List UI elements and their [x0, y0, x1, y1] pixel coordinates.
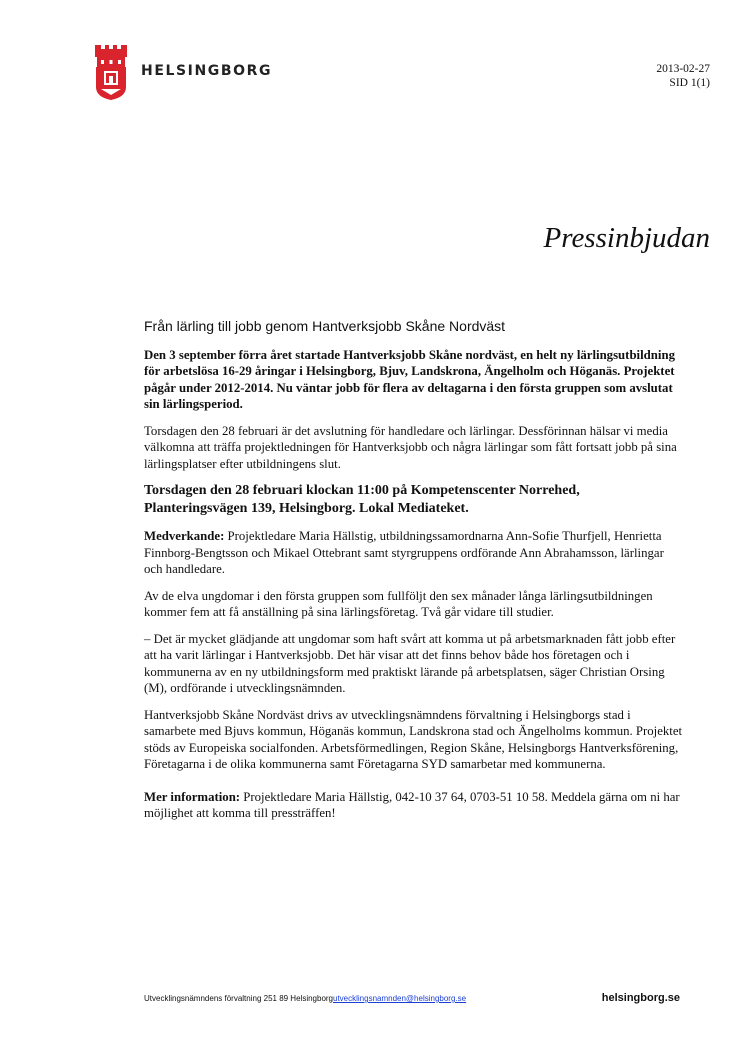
- document-title: Pressinbjudan: [543, 222, 710, 254]
- document-date: 2013-02-27: [656, 63, 710, 75]
- page-number: SID 1(1): [669, 77, 710, 89]
- helsingborg-crest-logo: [93, 43, 129, 101]
- more-info-text: Projektledare Maria Hällstig, 042-10 37 64, 0703-51 10 58. Meddela gärna om ni har möjlighet att komma till pressträffen!: [144, 789, 680, 820]
- event-details: Torsdagen den 28 februari klockan 11:00 på Kompetenscenter Norrehed, Planteringsvägen 139, Helsingborg. Lokal Mediateket.: [144, 483, 580, 516]
- participants-paragraph: [144, 528, 684, 578]
- footer-email-link[interactable]: utvecklingsnamnden@helsingborg.se: [333, 994, 467, 1003]
- footer-website[interactable]: helsingborg.se: [601, 992, 680, 1004]
- paragraph-results: Av de elva ungdomar i den första gruppen som fullföljt den sex månader långa lärlingsutbildningen kommer fem att få anställning på sina lärlingsföretag. Två går vidare till studier.: [144, 588, 653, 619]
- lead-paragraph: Den 3 september förra året startade Hantverksjobb Skåne nordväst, en helt ny lärlingsutbildning för arbetslösa 16-29 åringar i Helsingborg, Bjuv, Landskrona, Ängelholm och Höganäs. Projektet pågår under 2012-2014. Nu väntar jobb för flera av deltagarna i den första gruppen som avslutat sin lärlingsperiod.: [144, 347, 675, 411]
- more-info-label: Mer information:: [144, 789, 241, 804]
- document-meta: [656, 62, 710, 90]
- more-info-paragraph: [144, 789, 684, 822]
- headline: Från lärling till jobb genom Hantverksjobb Skåne Nordväst: [144, 318, 506, 334]
- footer-address: Utvecklingsnämndens förvaltning 251 89 Helsingborg: [144, 994, 333, 1003]
- participants-text: Projektledare Maria Hällstig, utbildningssamordnarna Ann-Sofie Thurfjell, Henrietta Finnborg-Bengtsson och Mikael Ottebrant samt styrgruppens ordförande Ann Abrahamsson, lärlingar och handledare.: [144, 529, 664, 576]
- participants-label: Medverkande:: [144, 529, 225, 543]
- paragraph-project: Hantverksjobb Skåne Nordväst drivs av utvecklingsnämndens förvaltning i Helsingborgs stad i samarbete med Bjuvs kommun, Höganäs kommun, Landskrona stad och Ängelholms kommun. Projektet stöds av Europeiska socialfonden. Arbetsförmedlingen, Region Skåne, Helsingborgs Hantverksförening, Företagarna i de olika kommunerna samt Företagarna SYD samarbetar med kommunerna.: [144, 707, 683, 771]
- paragraph-intro: Torsdagen den 28 februari är det avslutning för handledare och lärlingar. Dessförinnan hälsar vi media välkomna att träffa projektledningen för Hantverksjobb och några lärlingar som fått fortsatt jobb på sina lärlingsplatser efter utbildningens slut.: [144, 423, 677, 471]
- press-release-body: [144, 318, 684, 832]
- brand-wordmark: HELSINGBORG: [141, 63, 273, 79]
- footer-address-line: [144, 994, 680, 1003]
- paragraph-quote: – Det är mycket glädjande att ungdomar som haft svårt att komma ut på arbetsmarknaden fått jobb efter att ha varit lärlingar i Hantverksjobb. Det här visar att det finns behov både hos företagen och i kommunerna av en ny utbildningsform med praktiskt lärande på arbetsplatsen, säger Christian Orsing (M), ordförande i utvecklingsnämnden.: [144, 631, 676, 695]
